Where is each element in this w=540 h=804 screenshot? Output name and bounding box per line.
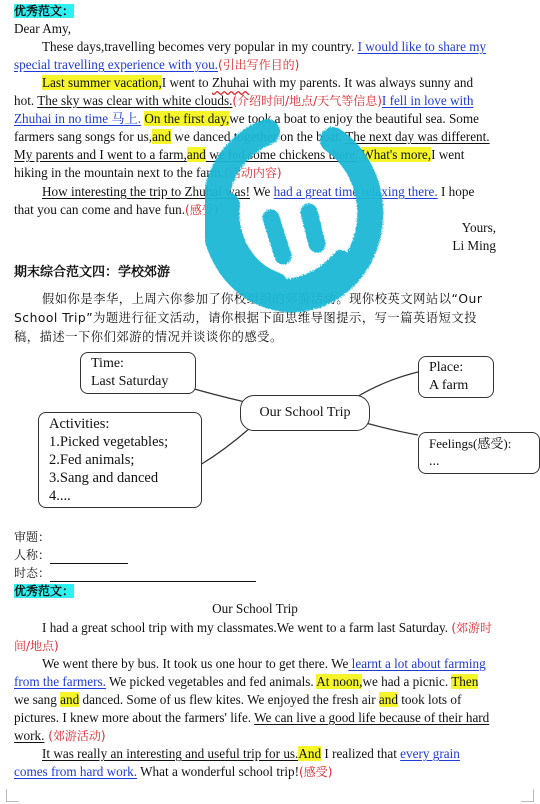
sample1-paragraph-1: These days,travelling becomes very popular in my country. I would like to share my special travelling experience with you.(引出写作目的) <box>14 39 487 72</box>
mindmap-center-box: Our School Trip <box>240 395 370 431</box>
mindmap-time-box: Time: Last Saturday <box>80 352 196 394</box>
sample1-paragraph-2: Last summer vacation,I went to Zhuhai with my parents. It was always sunny and hot. The sky was clear with white clouds.(介绍时间/地点/天气等信息)I fell in love with Zhuhai in no time 马上. On the first day,we took a boat to enjoy the beautiful sea. Some farmers sang songs for us,and we danced together on the boat. The next day was different. My parents and I went to a farm,and we fed some chickens there. What's more,I went hiking in the mountain next to the farm.(活动内容) <box>14 75 490 180</box>
sample2-paragraph-3: It was really an interesting and useful trip for us.And I realized that every grain comes from hard work. What a wonderful school trip!(感受) <box>14 746 460 779</box>
closing: Yours, <box>461 220 496 235</box>
essay-title: Our School Trip <box>212 601 298 616</box>
sample2-heading: 优秀范文： <box>14 584 75 598</box>
task-title: 期末综合范文四：学校郊游 <box>14 265 171 280</box>
activity-item: 1.Picked vegetables; <box>49 434 169 450</box>
task-prompt: 假如你是李华，上周六你参加了你校组织的郊游活动。现你校英文网站以“Our School Trip”为题进行征文活动，请你根据下面思维导图提示，写一篇英语短文投稿，描述一下你们郊游的情况并谈谈你的感受。 <box>14 292 483 344</box>
renchen-blank[interactable] <box>50 549 128 564</box>
page-corner-mark <box>521 789 534 802</box>
sample2-paragraph-1: I had a great school trip with my classmates.We went to a farm last Saturday. (郊游时间/地点) <box>14 620 493 653</box>
sample2-paragraph-2: We went there by bus. It took us one hour to get there. We learnt a lot about farming from the farmers. We picked vegetables and fed animals. At noon,we had a picnic. Then we sang and danced. Some of us flew kites. We enjoyed the fresh air and took lots of pictures. I knew more about the farmers' life. We can live a good life because of their hard work. (郊游活动) <box>14 656 490 743</box>
sample1-paragraph-3: How interesting the trip to Zhuhai was! We had a great time relaxing there. I hope that you can come and have fun.(感受) <box>14 184 475 217</box>
activity-item: 4.... <box>49 488 71 504</box>
review-renchen: 人称： <box>14 546 496 564</box>
activity-item: 2.Fed animals; <box>49 452 135 468</box>
review-shitai: 时态： <box>14 564 496 582</box>
activity-item: 3.Sang and danced <box>49 470 159 486</box>
page-corner-mark <box>6 789 19 802</box>
review-shenti: 审题： <box>14 530 51 544</box>
mindmap-place-box: Place: A farm <box>418 356 494 398</box>
greeting: Dear Amy, <box>14 21 72 36</box>
shitai-blank[interactable] <box>50 567 256 582</box>
mindmap-activities-box: Activities: 1.Picked vegetables; 2.Fed animals; 3.Sang and danced 4.... <box>38 412 202 508</box>
signature: Li Ming <box>452 238 496 253</box>
sample1-heading: 优秀范文： <box>14 4 75 18</box>
mindmap-feelings-box: Feelings(感受): ... <box>418 432 540 474</box>
